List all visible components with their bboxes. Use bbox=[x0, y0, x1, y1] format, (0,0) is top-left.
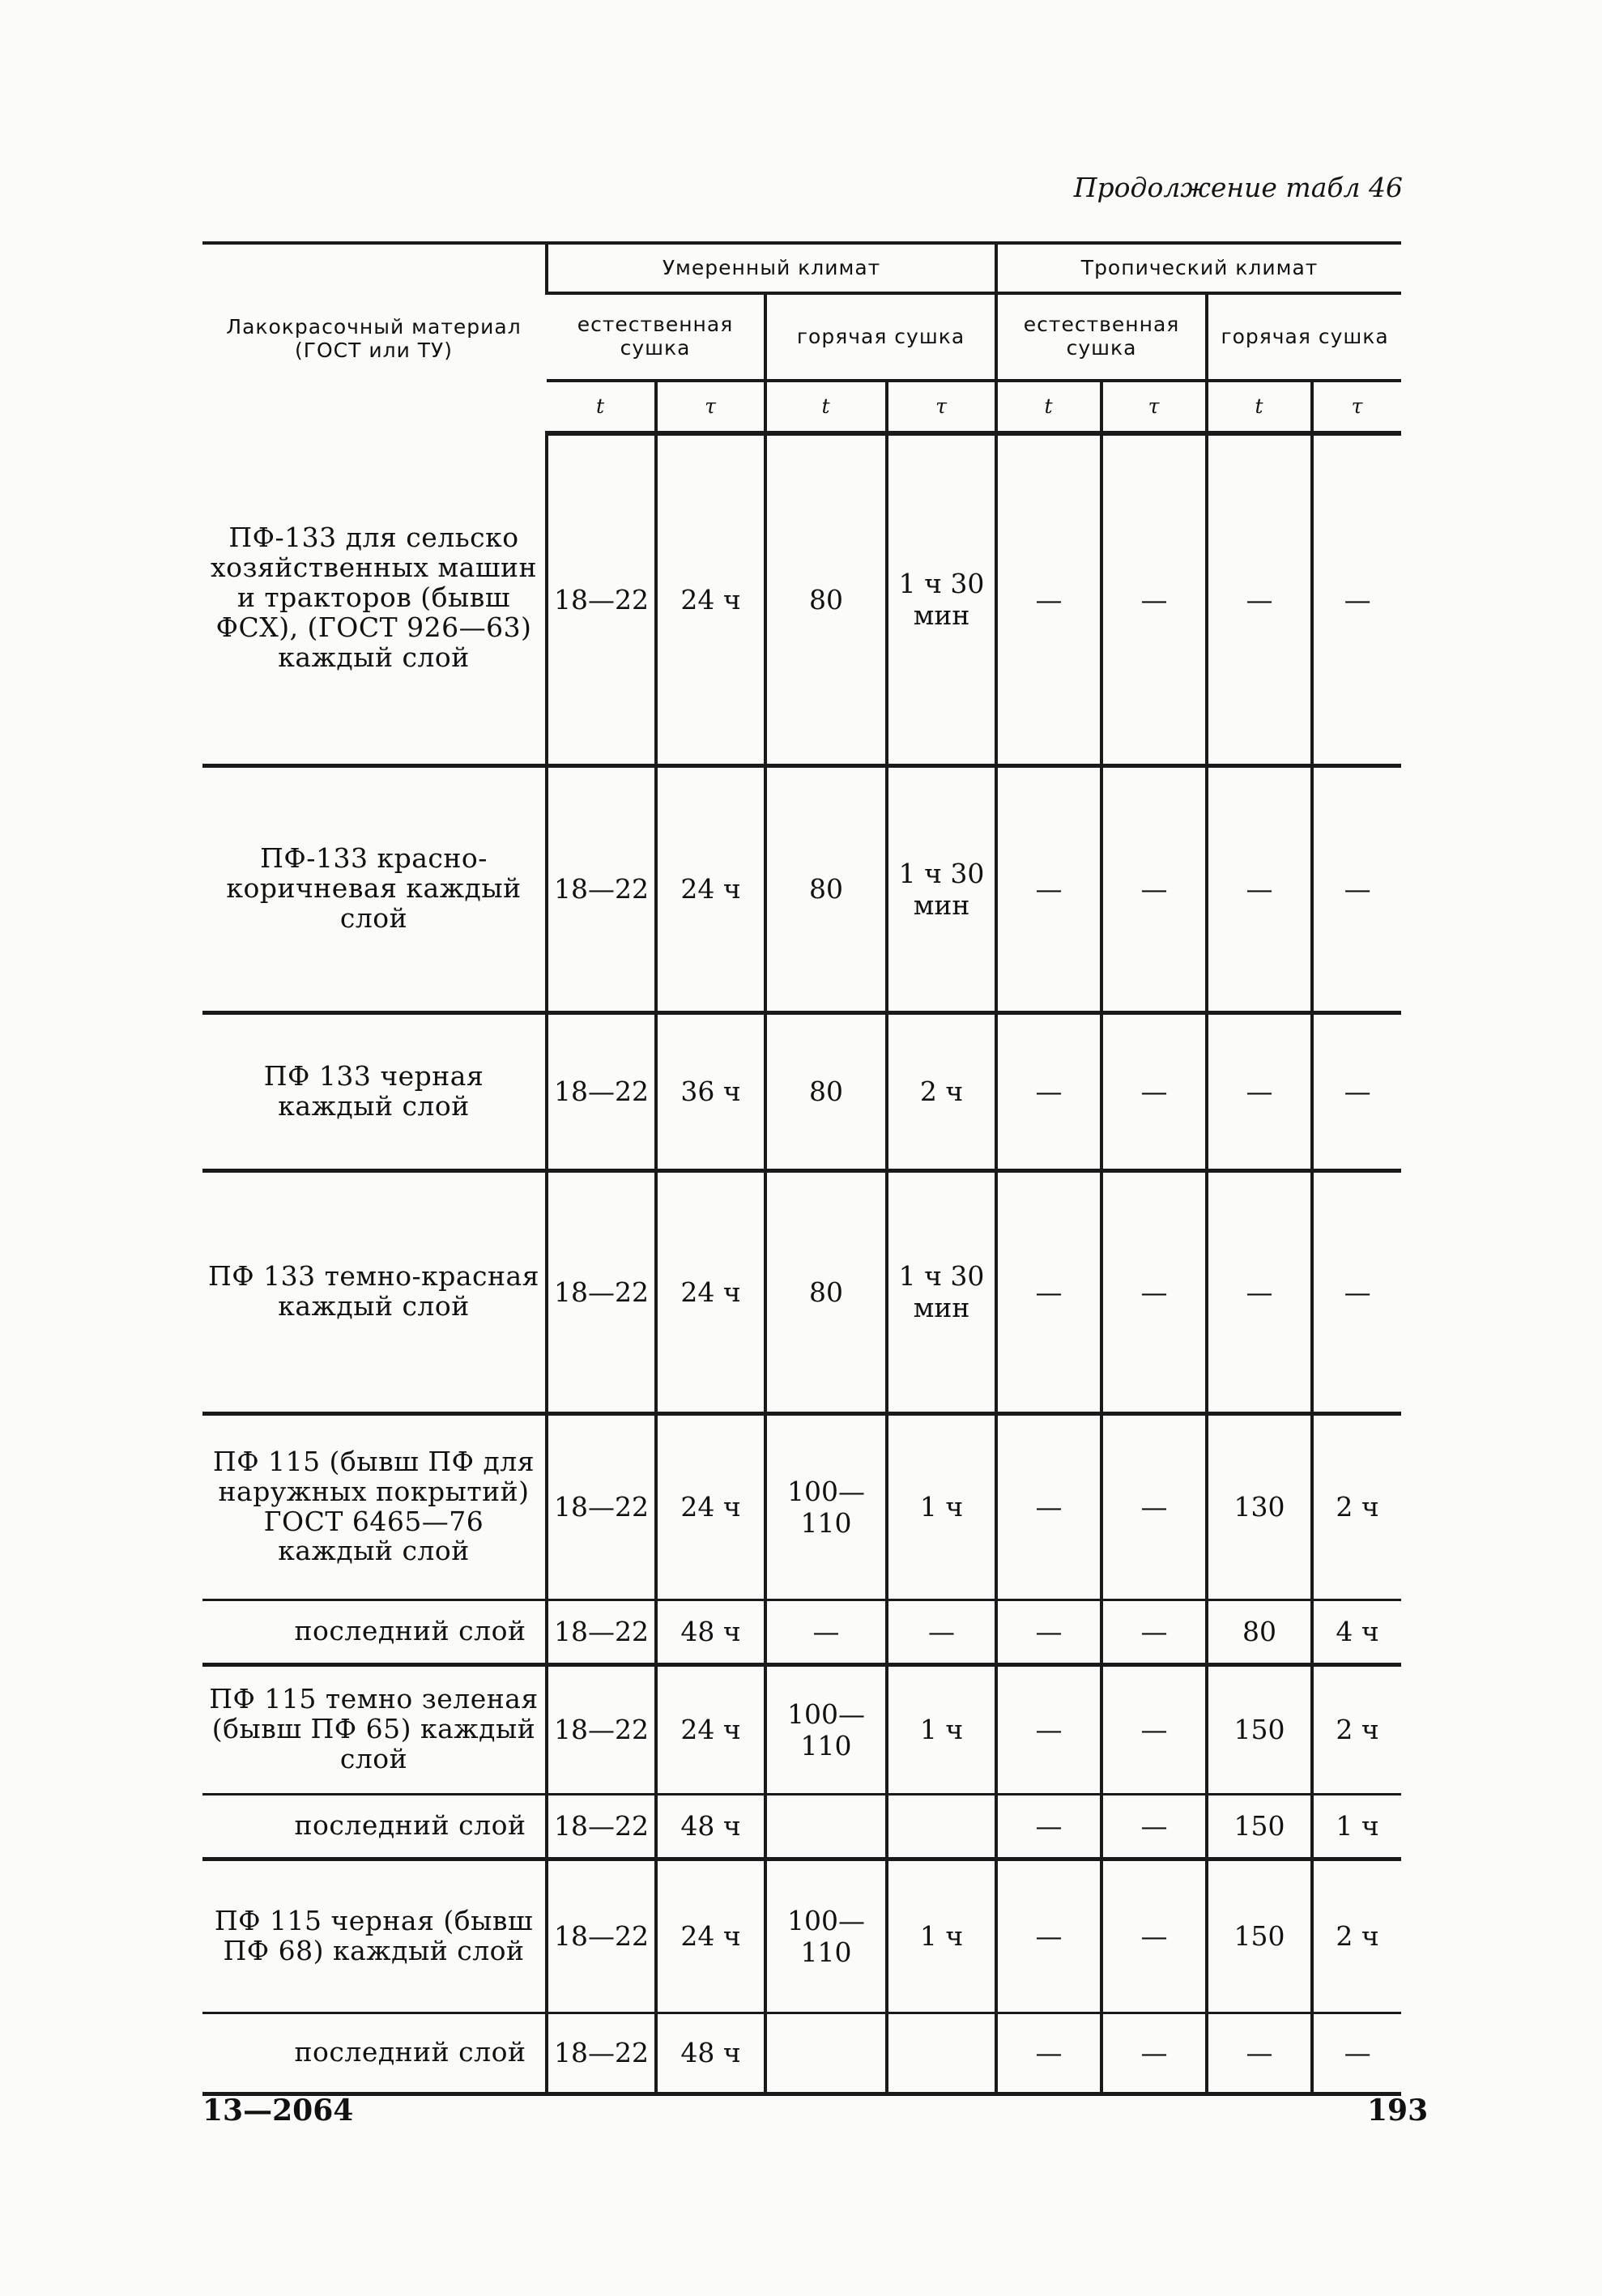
table-row bbox=[202, 1794, 1401, 1859]
value-cell: — bbox=[1101, 1859, 1207, 2013]
value-cell: 150 bbox=[1207, 1859, 1312, 2013]
value-cell: 1 ч 30 мин bbox=[887, 765, 996, 1012]
value-cell bbox=[765, 2013, 887, 2094]
header-t: t bbox=[1207, 381, 1312, 433]
table-row bbox=[202, 1170, 1401, 1413]
value-cell: 2 ч bbox=[1312, 1859, 1401, 2013]
value-cell: — bbox=[1312, 765, 1401, 1012]
header-tropical-climate: Тропический климат bbox=[996, 243, 1401, 293]
material-cell: ПФ 133 черная каждый слой bbox=[202, 1012, 547, 1170]
value-cell: 1 ч 30 мин bbox=[887, 1170, 996, 1413]
header-tau: τ bbox=[887, 381, 996, 433]
value-cell: — bbox=[1101, 1794, 1207, 1859]
value-cell: 100—110 bbox=[765, 1413, 887, 1600]
table-row bbox=[202, 2013, 1401, 2094]
value-cell: 2 ч bbox=[887, 1012, 996, 1170]
value-cell: — bbox=[1207, 2013, 1312, 2094]
value-cell: — bbox=[1101, 2013, 1207, 2094]
value-cell: 18—22 bbox=[547, 1794, 656, 1859]
value-cell: 100—110 bbox=[765, 1859, 887, 2013]
value-cell: — bbox=[1101, 1012, 1207, 1170]
value-cell: — bbox=[1101, 433, 1207, 765]
value-cell: 80 bbox=[1207, 1600, 1312, 1664]
value-cell: 150 bbox=[1207, 1794, 1312, 1859]
value-cell: 18—22 bbox=[547, 1600, 656, 1664]
value-cell: 18—22 bbox=[547, 433, 656, 765]
value-cell: — bbox=[996, 2013, 1101, 2094]
value-cell: — bbox=[996, 1794, 1101, 1859]
value-cell: 18—22 bbox=[547, 1859, 656, 2013]
header-temperate-climate: Умеренный климат bbox=[547, 243, 996, 293]
table-body bbox=[202, 433, 1401, 2094]
value-cell: 4 ч bbox=[1312, 1600, 1401, 1664]
table-row bbox=[202, 765, 1401, 1012]
material-cell: ПФ 115 темно зеленая (бывш ПФ 65) каждый слой bbox=[209, 1683, 539, 1774]
value-cell: 48 ч bbox=[656, 1600, 765, 1664]
drying-modes-table bbox=[202, 241, 1401, 2096]
value-cell: — bbox=[996, 433, 1101, 765]
value-cell: 24 ч bbox=[656, 1170, 765, 1413]
value-cell: — bbox=[1101, 1413, 1207, 1600]
value-cell: — bbox=[996, 1413, 1101, 1600]
value-cell: — bbox=[1207, 765, 1312, 1012]
material-cell: последний слой bbox=[202, 1794, 547, 1859]
value-cell: 100—110 bbox=[765, 1664, 887, 1794]
value-cell: — bbox=[1207, 433, 1312, 765]
material-cell: ПФ-133 красно-коричневая каждый слой bbox=[202, 765, 547, 1012]
value-cell: 24 ч bbox=[656, 1859, 765, 2013]
value-cell: 2 ч bbox=[1312, 1664, 1401, 1794]
value-cell: — bbox=[1101, 765, 1207, 1012]
value-cell: — bbox=[1312, 1170, 1401, 1413]
value-cell: — bbox=[887, 1600, 996, 1664]
value-cell: — bbox=[1101, 1600, 1207, 1664]
value-cell: 1 ч bbox=[887, 1413, 996, 1600]
value-cell: 24 ч bbox=[656, 1664, 765, 1794]
value-cell: — bbox=[996, 1170, 1101, 1413]
material-cell: ПФ 115 (бывш ПФ для наружных покрытий) ГОСТ 6465—76 каждый слой bbox=[212, 1445, 535, 1567]
header-tau: τ bbox=[656, 381, 765, 433]
value-cell: 80 bbox=[765, 1012, 887, 1170]
value-cell: 2 ч bbox=[1312, 1413, 1401, 1600]
table-continuation-caption: Продолжение табл 46 bbox=[1073, 172, 1403, 203]
value-cell: — bbox=[996, 1664, 1101, 1794]
value-cell: — bbox=[1312, 1012, 1401, 1170]
material-cell: последний слой bbox=[202, 2013, 547, 2094]
value-cell: — bbox=[996, 1600, 1101, 1664]
value-cell: — bbox=[1101, 1664, 1207, 1794]
value-cell: — bbox=[1207, 1012, 1312, 1170]
header-t: t bbox=[765, 381, 887, 433]
page-number: 193 bbox=[1367, 2094, 1429, 2128]
value-cell: 80 bbox=[765, 1170, 887, 1413]
value-cell: — bbox=[1207, 1170, 1312, 1413]
value-cell: 80 bbox=[765, 433, 887, 765]
value-cell: 1 ч bbox=[1312, 1794, 1401, 1859]
material-cell: последний слой bbox=[202, 1600, 547, 1664]
value-cell: — bbox=[1101, 1170, 1207, 1413]
value-cell: 18—22 bbox=[547, 1413, 656, 1600]
value-cell: 18—22 bbox=[547, 1664, 656, 1794]
value-cell: — bbox=[765, 1600, 887, 1664]
header-t: t bbox=[996, 381, 1101, 433]
value-cell: — bbox=[1312, 433, 1401, 765]
value-cell: — bbox=[996, 1012, 1101, 1170]
value-cell: 24 ч bbox=[656, 765, 765, 1012]
material-cell: ПФ-133 для сельско хозяйственных машин и тракторов (бывш ФСХ), (ГОСТ 926—63) каждый слой bbox=[202, 433, 547, 765]
header-tropical-hot: горячая сушка bbox=[1207, 293, 1401, 381]
header-tau: τ bbox=[1312, 381, 1401, 433]
value-cell: 1 ч bbox=[887, 1859, 996, 2013]
value-cell: 150 bbox=[1207, 1664, 1312, 1794]
table-row bbox=[202, 1012, 1401, 1170]
value-cell: 48 ч bbox=[656, 1794, 765, 1859]
value-cell: 24 ч bbox=[656, 433, 765, 765]
footer-code: 13—2064 bbox=[202, 2094, 354, 2128]
material-cell: ПФ 133 темно-красная каждый слой bbox=[202, 1170, 547, 1413]
value-cell bbox=[765, 1794, 887, 1859]
header-temperate-hot: горячая сушка bbox=[765, 293, 996, 381]
value-cell: 18—22 bbox=[547, 1012, 656, 1170]
value-cell: 24 ч bbox=[656, 1413, 765, 1600]
table-row bbox=[202, 1859, 1401, 2013]
table-row bbox=[202, 1664, 1401, 1794]
header-tau: τ bbox=[1101, 381, 1207, 433]
value-cell bbox=[887, 1794, 996, 1859]
value-cell: 48 ч bbox=[656, 2013, 765, 2094]
value-cell: 36 ч bbox=[656, 1012, 765, 1170]
value-cell: 18—22 bbox=[547, 1170, 656, 1413]
value-cell: 18—22 bbox=[547, 2013, 656, 2094]
value-cell: — bbox=[1312, 2013, 1401, 2094]
header-material: Лакокрасочный материал (ГОСТ или ТУ) bbox=[202, 243, 547, 433]
material-cell: ПФ 115 черная (бывш ПФ 68) каждый слой bbox=[214, 1904, 534, 1966]
value-cell: 130 bbox=[1207, 1413, 1312, 1600]
table-row bbox=[202, 1600, 1401, 1664]
value-cell: — bbox=[996, 765, 1101, 1012]
header-temperate-natural: естественная сушка bbox=[547, 293, 765, 381]
table-row bbox=[202, 433, 1401, 765]
table-row bbox=[202, 1413, 1401, 1600]
header-tropical-natural: естественная сушка bbox=[996, 293, 1207, 381]
value-cell: 80 bbox=[765, 765, 887, 1012]
header-t: t bbox=[547, 381, 656, 433]
value-cell: — bbox=[996, 1859, 1101, 2013]
value-cell: 1 ч 30 мин bbox=[887, 433, 996, 765]
value-cell bbox=[887, 2013, 996, 2094]
value-cell: 1 ч bbox=[887, 1664, 996, 1794]
value-cell: 18—22 bbox=[547, 765, 656, 1012]
